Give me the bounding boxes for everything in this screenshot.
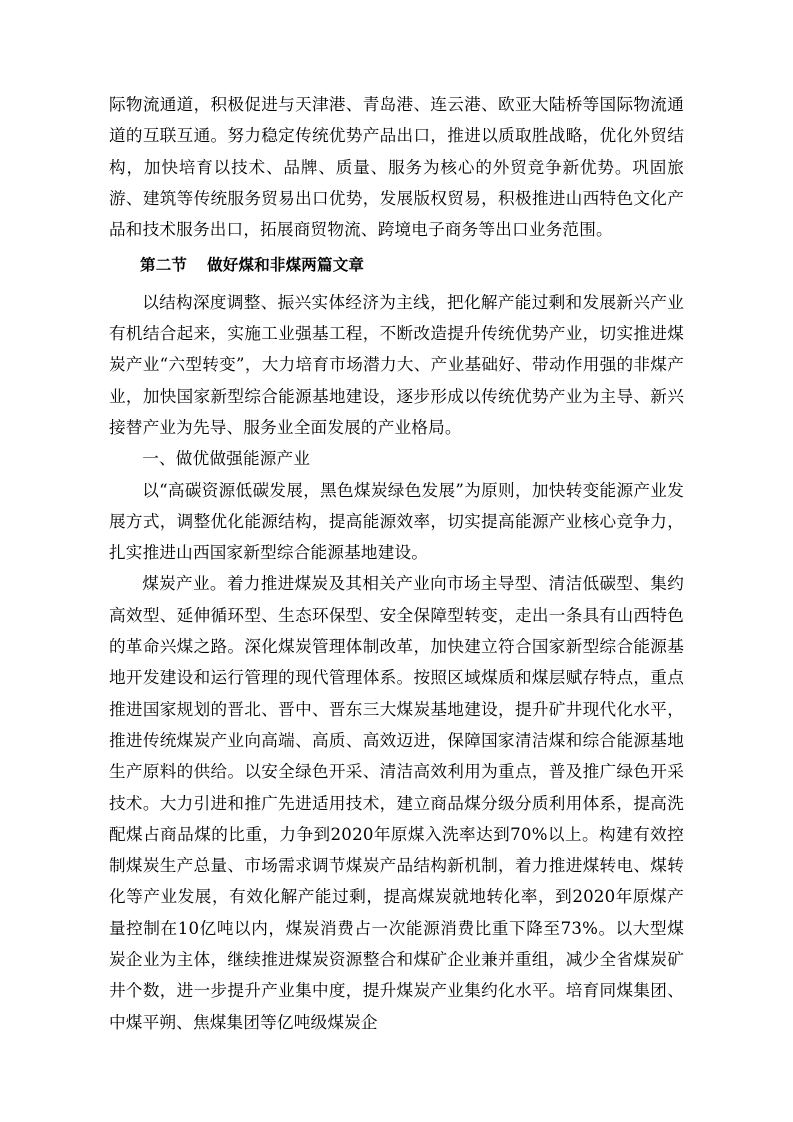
section-heading — [109, 250, 684, 281]
section-title: 做好煤和非煤两篇文章 — [207, 256, 365, 275]
paragraph-trade: 际物流通道，积极促进与天津港、青岛港、连云港、欧亚大陆桥等国际物流通道的互联互通。努力稳定传统优势产品出口，推进以质取胜战略，优化外贸结构，加快培育以技术、品牌、质量、服务为核心的外贸竞争新优势。巩固旅游、建筑等传统服务贸易出口优势，发展版权贸易，积极推进山西特色文化产品和技术服务出口，拓展商贸物流、跨境电子商务等出口业务范围。 — [109, 95, 684, 240]
paragraph-coal-industry: 煤炭产业。着力推进煤炭及其相关产业向市场主导型、清洁低碳型、集约高效型、延伸循环型、生态环保型、安全保障型转变，走出一条具有山西特色的革命兴煤之路。深化煤炭管理体制改革，加快建立符合国家新型综合能源基地开发建设和运行管理的现代管理体系。按照区域煤质和煤层赋存特点，重点推进国家规划的晋北、晋中、晋东三大煤炭基地建设，提升矿井现代化水平，推进传统煤炭产业向高端、高质、高效迈进，保障国家清洁煤和综合能源基地生产原料的供给。以安全绿色开采、清洁高效利用为重点，普及推广绿色开采技术。大力引进和推广先进适用技术，建立商品煤分级分质利用体系，提高洗配煤占商品煤的比重，力争到2020年原煤入洗率达到70%以上。构建有效控制煤炭生产总量、市场需求调节煤炭产品结构新机制，着力推进煤转电、煤转化等产业发展，有效化解产能过剩，提高煤炭就地转化率，到2020年原煤产量控制在10亿吨以内，煤炭消费占一次能源消费比重下降至73%。以大型煤炭企业为主体，继续推进煤炭资源整合和煤矿企业兼并重组，减少全省煤炭矿井个数，进一步提升产业集中度，提升煤炭产业集约化水平。培育同煤集团、中煤平朔、焦煤集团等亿吨级煤炭企 — [109, 574, 684, 1032]
subheading-energy: 一、做优做强能源产业 — [142, 449, 311, 469]
section-number: 第二节 — [140, 256, 188, 275]
paragraph-principle: 以“高碳资源低碳发展，黑色煤炭绿色发展”为原则，加快转变能源产业发展方式，调整优化能源结构，提高能源效率，切实提高能源产业核心竞争力，扎实推进山西国家新型综合能源基地建设。 — [109, 480, 684, 563]
document-body — [109, 89, 684, 1038]
paragraph-structure: 以结构深度调整、振兴实体经济为主线，把化解产能过剩和发展新兴产业有机结合起来，实施工业强基工程，不断改造提升传统优势产业，切实推进煤炭产业“六型转变”，大力培育市场潜力大、产业基础好、带动作用强的非煤产业，加快国家新型综合能源基地建设，逐步形成以传统优势产业为主导、新兴接替产业为先导、服务业全面发展的产业格局。 — [109, 292, 684, 437]
